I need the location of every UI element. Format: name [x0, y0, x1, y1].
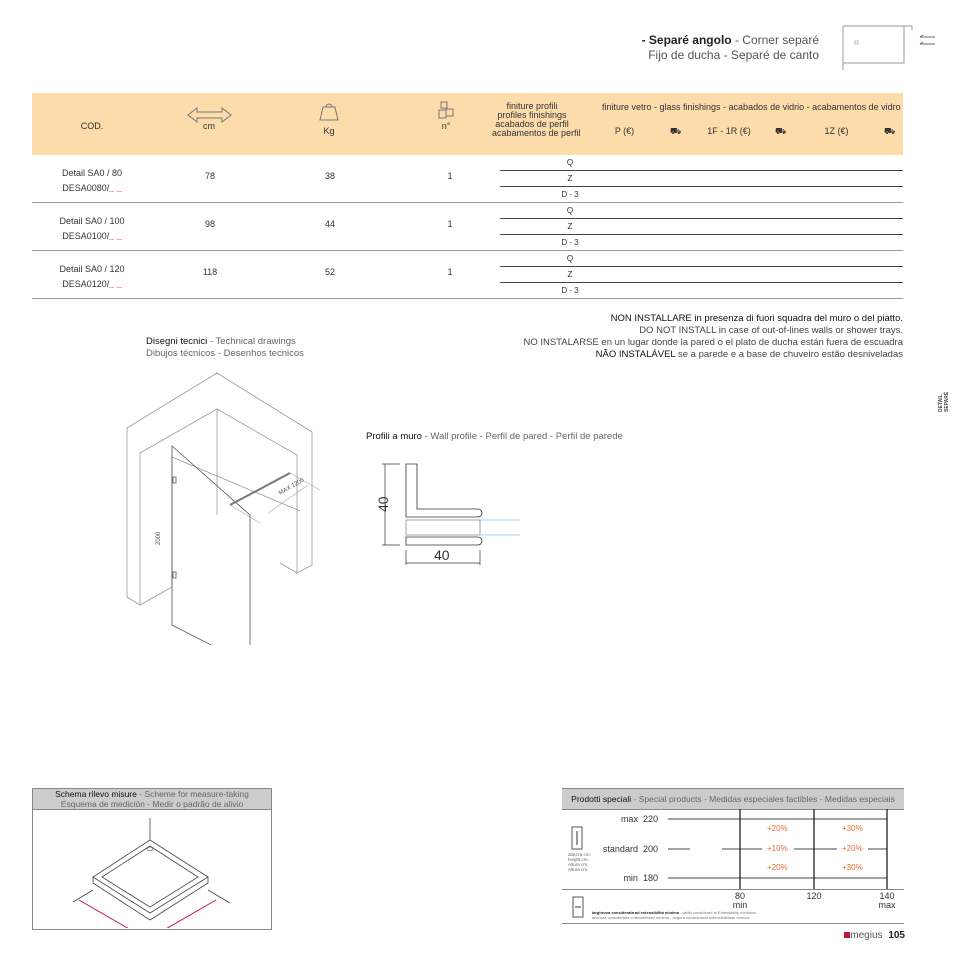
- wall-profile-drawing: [370, 460, 550, 575]
- finish: D - 3: [561, 238, 579, 247]
- finish-row: [500, 235, 903, 251]
- footer: [844, 930, 905, 941]
- truck-icon: ⛟: [884, 126, 896, 136]
- weight-icon: [319, 101, 339, 121]
- tick-140: [875, 892, 899, 910]
- width-note: [592, 910, 757, 920]
- finish-row: [500, 251, 903, 267]
- table-row: [32, 251, 903, 299]
- finish: D - 3: [561, 190, 579, 199]
- r: - width considered to Extensibility minimum: [678, 910, 757, 915]
- measure-scheme-header: [33, 789, 271, 810]
- product-name: Detail SA0 / 100: [59, 216, 125, 226]
- col-profile-finish: [492, 101, 581, 138]
- special-title-it: Prodotti speciali: [571, 794, 632, 804]
- truck-icon: ⛟: [670, 126, 682, 136]
- wall-profile-title-it: Profili a muro: [366, 431, 422, 442]
- label: acabados de perfil: [495, 119, 569, 129]
- product-code: [57, 262, 127, 292]
- finish: Q: [566, 158, 574, 167]
- b: larghezza considerata ad estensibilità minima: [592, 910, 679, 915]
- measure-subtitle: Esquema de medición - Medir o padrão de alivio: [60, 799, 244, 809]
- boxes-icon: [438, 101, 454, 121]
- code: DESA0080/: [62, 183, 110, 193]
- label: standard: [602, 844, 638, 854]
- finish-row: [500, 187, 903, 203]
- tick-80: [730, 892, 750, 910]
- pct: +30%: [842, 824, 863, 833]
- special-products-box: [562, 788, 904, 924]
- pieces-value: 1: [447, 267, 453, 277]
- s: max: [878, 900, 896, 910]
- finish: Z: [567, 174, 573, 183]
- finish-row: [500, 155, 903, 171]
- row-max: [602, 814, 658, 824]
- side-tab: [938, 392, 950, 412]
- notice-pt: se a parede e a base de chuveiro estão desniveladas: [675, 349, 903, 360]
- l: altezza cm.: [568, 852, 591, 857]
- width-value: 78: [204, 171, 215, 181]
- pct: +20%: [767, 824, 788, 833]
- tick-120: [802, 892, 826, 901]
- code: DESA0120/: [62, 279, 110, 289]
- value: 180: [642, 873, 658, 883]
- max-width-dimension: MAX 1200: [278, 477, 306, 497]
- width-icon: [572, 896, 584, 918]
- table-header: [32, 93, 903, 155]
- pieces-value: 1: [447, 171, 453, 181]
- finish: D - 3: [561, 286, 579, 295]
- s: min: [732, 900, 748, 910]
- code-suffix: _ _: [109, 279, 122, 289]
- height-dimension: 2000: [156, 531, 162, 545]
- notice-en: DO NOT INSTALL in case of out-of-lines walls or shower trays.: [639, 325, 903, 336]
- page-number: 105: [888, 930, 905, 941]
- measure-title-en: - Scheme for measure-taking: [136, 789, 249, 799]
- table-row: [32, 203, 903, 251]
- col-price-1z: 1Z (€): [824, 126, 849, 136]
- wall-profile-title: [366, 431, 623, 442]
- label: acabamentos de perfil: [492, 128, 581, 138]
- l: Altura cm.: [568, 862, 589, 867]
- special-products-header: [562, 789, 904, 810]
- finish: Q: [566, 254, 574, 263]
- v: 120: [806, 891, 822, 901]
- drawings-title-en: - Technical drawings: [207, 336, 296, 347]
- pct: +10%: [767, 844, 788, 853]
- truck-icon: ⛟: [775, 126, 787, 136]
- r2: anchura considerada extensibilidad mínima - largura considerada extensibilidade mínima: [592, 915, 750, 920]
- notice-pt-bold: NÃO INSTALÁVEL: [595, 349, 676, 360]
- shower-tray-diagram: [33, 810, 271, 928]
- weight-value: 52: [324, 267, 335, 277]
- label: finiture profili: [506, 101, 558, 111]
- label: max: [620, 814, 638, 824]
- value: 220: [642, 814, 658, 824]
- weight-value: 38: [324, 171, 335, 181]
- col-glass-finish: finiture vetro - glass finishings - acabados de vidrio - acabamentos de vidro: [602, 102, 901, 112]
- finish-row: [500, 203, 903, 219]
- width-value: 118: [202, 267, 218, 277]
- notice-es: NO INSTALARSE en un lugar donde la pared o el plato de ducha están fuera de escuadra: [523, 337, 903, 348]
- v: 140: [879, 891, 895, 901]
- pct: +20%: [767, 863, 788, 872]
- finish: Q: [566, 206, 574, 215]
- col-price-p: P (€): [614, 126, 635, 136]
- install-notice: [523, 313, 903, 361]
- measure-title-it: Schema rilevo misure: [55, 789, 137, 799]
- product-code: [57, 214, 127, 244]
- code: DESA0100/: [62, 231, 110, 241]
- product-name: Detail SA0 / 80: [61, 168, 123, 178]
- code-suffix: _ _: [109, 231, 122, 241]
- side-tab-1: DETAIL: [938, 394, 944, 412]
- pct: +20%: [842, 844, 863, 853]
- width-axis: [562, 889, 904, 925]
- special-title-en: - Special products - Medidas especiales factibles - Medidas especiais: [631, 794, 895, 804]
- finish: Z: [567, 270, 573, 279]
- l: Altura cm.: [568, 867, 589, 872]
- label: profiles finishings: [497, 110, 567, 120]
- row-min: [602, 873, 658, 883]
- special-products-chart: [562, 809, 904, 889]
- label: min: [623, 873, 638, 883]
- finish-row: [500, 283, 903, 299]
- title-it: - Separé angolo: [641, 33, 732, 47]
- value: 200: [642, 844, 658, 854]
- col-width: cm: [203, 121, 215, 131]
- table-row: [32, 155, 903, 203]
- profile-height-dimension: 40: [375, 496, 391, 512]
- width-value: 98: [204, 219, 215, 229]
- measure-scheme-box: [32, 788, 272, 930]
- title-en: - Corner separé: [731, 33, 819, 47]
- finish-row: [500, 219, 903, 235]
- col-pieces: n°: [441, 121, 451, 131]
- page-title: [642, 33, 819, 63]
- pieces-value: 1: [447, 219, 453, 229]
- row-standard: [582, 844, 658, 854]
- drawings-title: [146, 336, 304, 360]
- code-suffix: _ _: [109, 183, 122, 193]
- finish: Z: [567, 222, 573, 231]
- product-code: [57, 166, 127, 196]
- brand: megius: [850, 930, 883, 941]
- corner-separe-plan-icon: [840, 22, 935, 72]
- wall-profile-title-en: - Wall profile - Perfil de pared - Perfil de parede: [421, 431, 623, 442]
- finish-row: [500, 171, 903, 187]
- shower-technical-drawing: [120, 365, 340, 645]
- col-price-1f1r: 1F - 1R (€): [707, 126, 751, 136]
- product-name: Detail SA0 / 120: [59, 264, 125, 274]
- weight-value: 44: [324, 219, 335, 229]
- pct: +30%: [842, 863, 863, 872]
- side-tab-2: SEPARÉ: [944, 391, 950, 412]
- v: 80: [734, 891, 745, 901]
- profile-width-dimension: 40: [434, 547, 450, 563]
- finish-row: [500, 267, 903, 283]
- notice-it: NON INSTALLARE in presenza di fuori squadra del muro o del piatto.: [610, 313, 903, 324]
- drawings-subtitle: Dibujos técnicos - Desenhos tecnicos: [146, 348, 304, 359]
- l: height cm.: [568, 857, 589, 862]
- height-label: [568, 852, 591, 872]
- col-code: COD.: [80, 121, 104, 131]
- title-es: Fijo de ducha - Separé de canto: [648, 48, 819, 62]
- col-weight: Kg: [323, 126, 335, 136]
- drawings-title-it: Disegni tecnici: [146, 336, 208, 347]
